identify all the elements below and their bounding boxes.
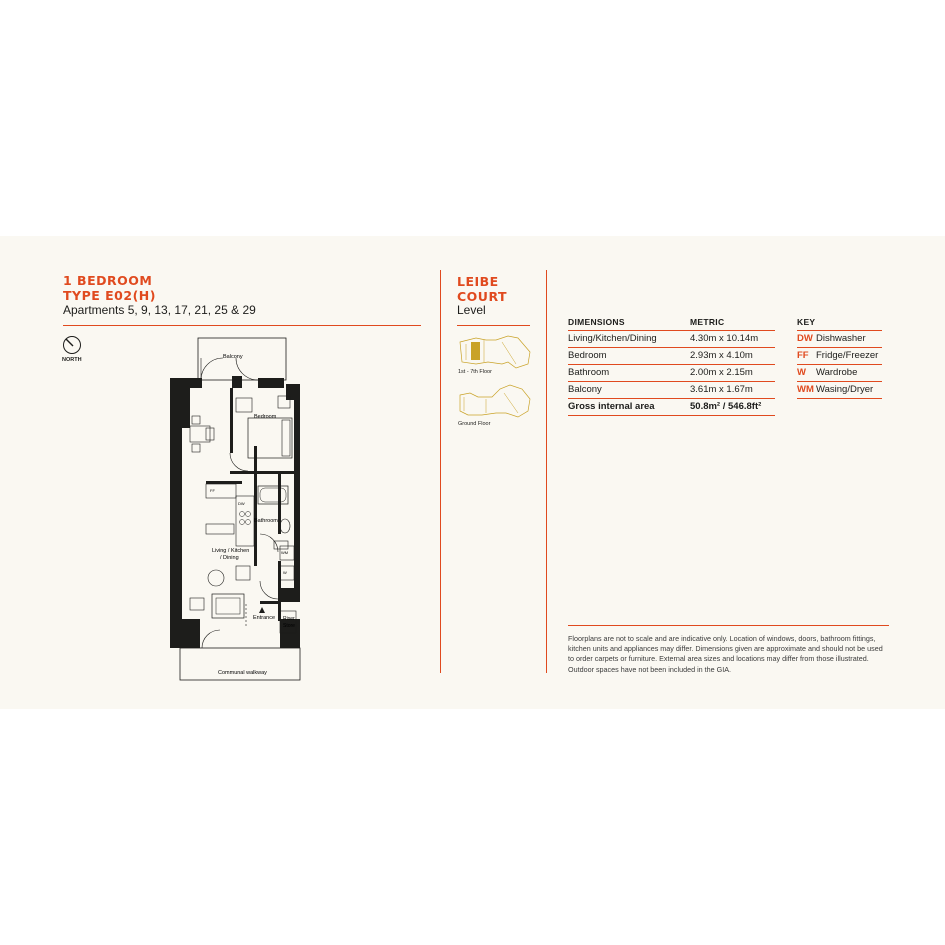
- plan-label-bedroom: Bedroom: [254, 414, 277, 420]
- key-item: [797, 331, 882, 348]
- plan-label-riser-1: Riser: [283, 616, 295, 622]
- building-name-line-2: COURT: [457, 289, 508, 304]
- room-metric: 2.00m x 2.15m: [690, 365, 775, 382]
- plan-label-ff: FF: [210, 488, 215, 493]
- level-plan-upper: [456, 334, 536, 370]
- header-divider: [63, 325, 421, 326]
- plan-label-entrance: Entrance: [253, 615, 276, 621]
- key-abbr: W: [797, 365, 816, 382]
- total-value: 50.8m² / 546.8ft²: [690, 399, 775, 416]
- key-abbr: FF: [797, 348, 816, 365]
- plan-label-bathroom: Bathroom: [254, 518, 278, 524]
- plan-label-wm: WM: [281, 550, 289, 555]
- column-divider-1: [440, 270, 441, 673]
- total-row: [568, 399, 775, 416]
- plan-label-dw: DW: [238, 501, 245, 506]
- dimensions-header-row: [568, 315, 775, 331]
- room-name: Balcony: [568, 382, 690, 399]
- apartment-title: [63, 273, 156, 303]
- plan-label-living-1: Living / Kitchen: [212, 548, 250, 554]
- disclaimer-text: Floorplans are not to scale and are indicative only. Location of windows, doors, bathroom fittings, kitchen units and appliances may differ. Dimensions given are approximate and should not be used to order carpets or furniture. External area sizes and locations may differ from those illustrated. Outdoor spaces have not been included in the GIA.: [568, 634, 883, 674]
- level-plan-ground: [456, 383, 536, 419]
- room-name: Bathroom: [568, 365, 690, 382]
- bedroom-count: 1 BEDROOM: [63, 273, 153, 288]
- key-item: [797, 382, 882, 399]
- level-label: Level: [457, 303, 486, 317]
- apartment-numbers: Apartments 5, 9, 13, 17, 21, 25 & 29: [63, 303, 256, 317]
- key-label: Fridge/Freezer: [816, 348, 882, 365]
- table-row: [568, 365, 775, 382]
- dimensions-header: DIMENSIONS: [568, 315, 690, 331]
- building-name-line-1: LEIBE: [457, 274, 499, 289]
- highlighted-unit: [471, 342, 480, 360]
- disclaimer-divider: [568, 625, 889, 626]
- key-header: KEY: [797, 315, 882, 331]
- total-label: Gross internal area: [568, 399, 690, 416]
- metric-header: METRIC: [690, 315, 775, 331]
- plan-label-w: W: [283, 570, 287, 575]
- apartment-type: TYPE E02(H): [63, 288, 156, 303]
- key-item: [797, 365, 882, 382]
- table-row: [568, 348, 775, 365]
- room-metric: 4.30m x 10.14m: [690, 331, 775, 348]
- room-metric: 2.93m x 4.10m: [690, 348, 775, 365]
- level-divider: [457, 325, 530, 326]
- table-row: [568, 382, 775, 399]
- key-label: Wardrobe: [816, 365, 882, 382]
- key-table: [797, 315, 882, 399]
- key-label: Dishwasher: [816, 331, 882, 348]
- column-divider-2: [546, 270, 547, 673]
- key-header-row: [797, 315, 882, 331]
- building-name: [457, 274, 507, 304]
- plan-label-walkway: Communal walkway: [218, 670, 267, 676]
- plan-label-riser-2: Store: [283, 623, 295, 629]
- plan-label-living-2: / Dining: [220, 555, 239, 561]
- table-row: [568, 331, 775, 348]
- dimensions-table: [568, 315, 775, 416]
- level-name-ground: Ground Floor: [458, 421, 491, 427]
- north-label: NORTH: [62, 357, 82, 363]
- room-name: Bedroom: [568, 348, 690, 365]
- plan-label-balcony: Balcony: [223, 354, 243, 360]
- key-abbr: DW: [797, 331, 816, 348]
- floor-plan: [170, 336, 305, 682]
- level-name-upper: 1st - 7th Floor: [458, 369, 492, 375]
- room-name: Living/Kitchen/Dining: [568, 331, 690, 348]
- key-item: [797, 348, 882, 365]
- room-metric: 3.61m x 1.67m: [690, 382, 775, 399]
- key-label: Wasing/Dryer: [816, 382, 882, 399]
- key-abbr: WM: [797, 382, 816, 399]
